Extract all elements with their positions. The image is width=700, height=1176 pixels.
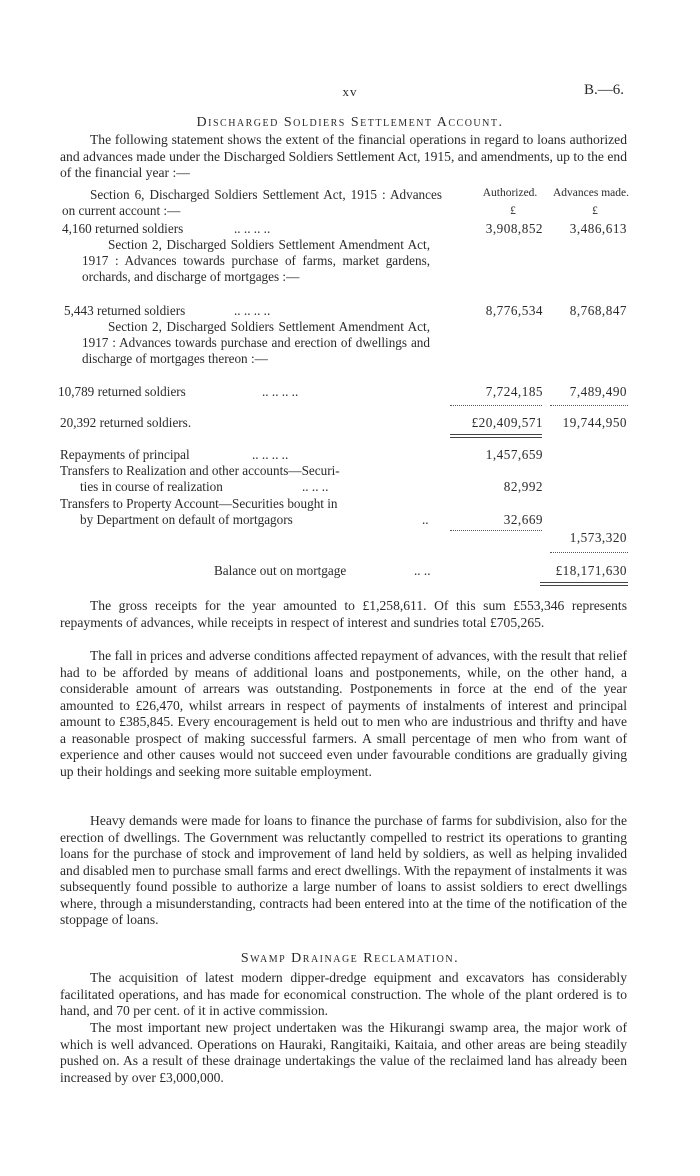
row3-advances: 7,489,490 bbox=[569, 384, 627, 399]
section-heading-discharged-soldiers: Discharged Soldiers Settlement Account. bbox=[196, 115, 504, 130]
subtotal-rule-authorized bbox=[450, 405, 542, 406]
document-reference: B.—6. bbox=[584, 82, 625, 98]
paragraph-gross-receipts: The gross receipts for the year amounted to £1,258,611. Of this sum £553,346 represents repayments of advances, while receipts in respect of interest and sundries total £705,265. bbox=[60, 598, 627, 630]
row1-advances: 3,486,613 bbox=[569, 221, 627, 236]
column-header-authorized: Authorized. bbox=[482, 187, 538, 199]
transfers-realization-label-line1: Transfers to Realization and other accounts—Securi- bbox=[60, 463, 340, 478]
row3-authorized: 7,724,185 bbox=[485, 384, 543, 399]
paragraph-dipper-dredge: The acquisition of latest modern dipper-dredge equipment and excavators has considerably facilitated operations, and has made for economical construction. The whole of the plant ordered is to hand, and 70 per cent. of it in active commission. bbox=[60, 970, 627, 1018]
paragraph-hikurangi: The most important new project undertaken was the Hikurangi swamp area, the major work of which is well advanced. Operations on Hauraki, Rangitaiki, Kaitaia, and other areas are being steadily pushed on. As a result of these drainage undertakings the value of the reclaimed land has already been increased by over £3,000,000. bbox=[60, 1020, 627, 1085]
balance-double-rule bbox=[540, 582, 628, 586]
balance-rule bbox=[550, 552, 628, 553]
group3-description: Section 2, Discharged Soldiers Settlement Amendment Act, 1917 : Advances towards purchase and erection of dwellings and discharge of mortgages thereon :— bbox=[82, 319, 430, 366]
column-unit-advances: £ bbox=[592, 205, 598, 217]
balance-leader-dots: .. .. bbox=[414, 563, 431, 578]
row2-authorized: 8,776,534 bbox=[485, 303, 543, 318]
total-double-rule bbox=[450, 434, 542, 438]
transfers-property-value: 32,669 bbox=[503, 512, 543, 527]
paragraph-heavy-demands: Heavy demands were made for loans to finance the purchase of farms for subdivision, also for the erection of dwellings. The Government was reluctantly compelled to restrict its operations to granting loans for the purchase of stock and improvement of land held by soldiers, as well as helping invalided and disabled men to purchase small farms and erect dwellings. With the repayment of instalments it was subsequently found possible to authorize a large number of loans to assist soldiers to erect dwellings where, through a misunderstanding, contracts had been entered into at the time of the notification of the stoppage of loans. bbox=[60, 813, 627, 927]
total-label: 20,392 returned soldiers. bbox=[60, 415, 192, 430]
column-unit-authorized: £ bbox=[510, 205, 516, 217]
repayments-label: Repayments of principal bbox=[60, 447, 190, 462]
total-authorized: £20,409,571 bbox=[471, 415, 543, 430]
page-number: xv bbox=[342, 84, 358, 99]
group2-description: Section 2, Discharged Soldiers Settlement Amendment Act, 1917 : Advances towards purchase of farms, market gardens, orchards, and discharge of mortgages :— bbox=[82, 237, 430, 284]
section-heading-swamp-drainage: Swamp Drainage Reclamation. bbox=[240, 951, 460, 966]
transfers-property-label-line1: Transfers to Property Account—Securities bought in bbox=[60, 496, 338, 511]
row2-advances: 8,768,847 bbox=[569, 303, 627, 318]
subtotal-rule-advances bbox=[550, 405, 628, 406]
transfers-realization-value: 82,992 bbox=[503, 479, 543, 494]
balance-label: Balance out on mortgage bbox=[214, 563, 347, 578]
deductions-rule bbox=[450, 530, 542, 531]
repayments-value: 1,457,659 bbox=[485, 447, 543, 462]
deductions-total: 1,573,320 bbox=[569, 530, 627, 545]
row2-leader-dots: .. .. .. .. bbox=[234, 303, 271, 318]
transfers-property-leader-dots: .. bbox=[422, 512, 429, 527]
row1-label: 4,160 returned soldiers bbox=[62, 221, 184, 236]
transfers-property-label-line2: by Department on default of mortgagors bbox=[80, 512, 293, 527]
column-header-advances-made: Advances made. bbox=[553, 187, 629, 199]
group1-description: Section 6, Discharged Soldiers Settlement Act, 1915 : Advances on current account :— bbox=[62, 187, 442, 218]
row1-authorized: 3,908,852 bbox=[485, 221, 543, 236]
total-advances: 19,744,950 bbox=[562, 415, 627, 430]
repayments-leader-dots: .. .. .. .. bbox=[252, 447, 289, 462]
transfers-realization-label-line2: ties in course of realization bbox=[80, 479, 223, 494]
paragraph-fall-in-prices: The fall in prices and adverse conditions affected repayment of advances, with the result that relief had to be afforded by means of additional loans and postponements, while, on the other hand, a considerable amount of arrears was outstanding. Postponements in force at the end of the year amounted to £26,470, whilst arrears in respect of payments of instalments of interest and principal amount to £385,845. Every encouragement is held out to men who are industrious and thrifty and have a reasonable prospect of making successful farmers. A small percentage of men who from want of experience and other causes would not succeed even under favourable conditions are gradually giving up their holdings and seeking more suitable employment. bbox=[60, 648, 627, 779]
row3-label: 10,789 returned soldiers bbox=[58, 384, 186, 399]
balance-value: £18,171,630 bbox=[555, 563, 627, 578]
row3-leader-dots: .. .. .. .. bbox=[262, 384, 299, 399]
row2-label: 5,443 returned soldiers bbox=[64, 303, 186, 318]
intro-paragraph: The following statement shows the extent of the financial operations in regard to loans authorized and advances made under the Discharged Soldiers Settlement Act, 1915, and amendments, up to the end of the financial year :— bbox=[60, 132, 627, 180]
transfers-realization-leader-dots: .. .. .. bbox=[302, 479, 329, 494]
row1-leader-dots: .. .. .. .. bbox=[234, 221, 271, 236]
